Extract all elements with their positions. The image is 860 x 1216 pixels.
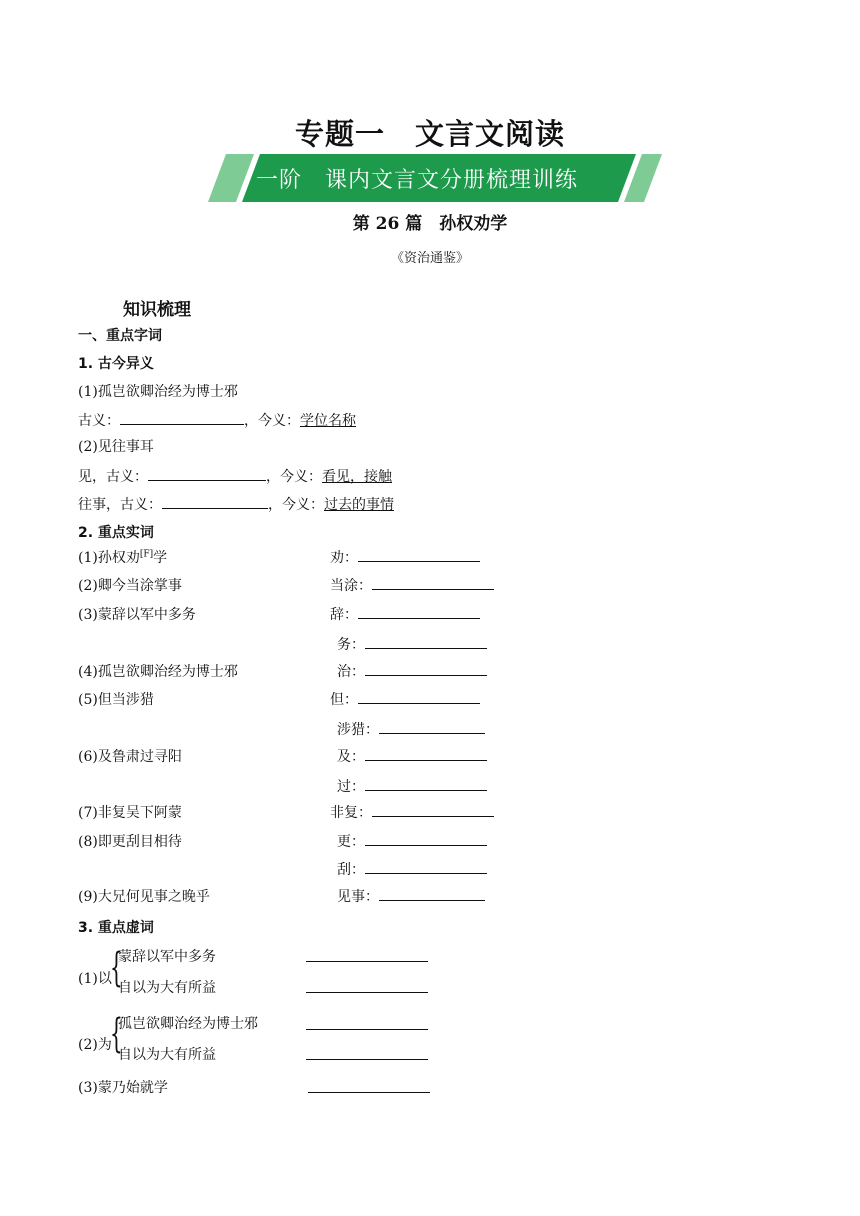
label-modern: ，今义： xyxy=(268,497,324,513)
answer-blank[interactable] xyxy=(120,410,244,425)
word-label: 及： xyxy=(337,749,365,765)
content-word-sentence xyxy=(78,575,182,595)
answer-blank[interactable] xyxy=(379,719,485,734)
banner-title: 一阶 课内文言文分册梳理训练 xyxy=(256,168,579,193)
part-heading: 一、重点字词 xyxy=(78,328,162,344)
answer-blank[interactable] xyxy=(379,886,485,901)
sentence-text: (1)孙权劝 xyxy=(78,550,140,566)
content-word-answer xyxy=(337,859,487,879)
article-title: 第 26 篇 孙权劝学 xyxy=(352,214,508,234)
content-word-answer xyxy=(337,719,485,739)
brace-icon: { xyxy=(110,945,123,991)
answer-blank[interactable] xyxy=(358,547,480,562)
word-label: 过： xyxy=(337,779,365,795)
sentence-text: 学 xyxy=(153,550,168,566)
section-title: 知识梳理 xyxy=(123,300,191,320)
content-word-answer xyxy=(337,661,487,681)
page-title: 专题一 文言文阅读 xyxy=(294,117,565,151)
answer-blank[interactable] xyxy=(372,575,494,590)
content-word-sentence xyxy=(78,547,167,567)
word-label: 刮： xyxy=(337,862,365,878)
annotation-mark: [F] xyxy=(139,549,154,560)
content-word-sentence xyxy=(78,802,182,822)
function-word-label: (2)为 xyxy=(78,1037,112,1053)
answer-blank[interactable] xyxy=(308,1091,430,1093)
answer-blank[interactable] xyxy=(365,859,487,874)
word-label: 治： xyxy=(337,664,365,680)
answer-blank[interactable] xyxy=(148,466,266,481)
content-word-answer xyxy=(337,776,487,796)
function-word-sentence: 自以为大有所益 xyxy=(118,980,216,996)
answer-blank[interactable] xyxy=(365,776,487,791)
function-word-sentence: 蒙辞以军中多务 xyxy=(118,949,216,965)
content-word-answer xyxy=(337,886,485,906)
answer-blank[interactable] xyxy=(306,1058,428,1060)
word-label: 务： xyxy=(337,637,365,653)
item-2-answer-line-2 xyxy=(78,494,394,514)
answer-blank[interactable] xyxy=(306,960,428,962)
function-word-sentence: 孤岂欲卿治经为博士邪 xyxy=(118,1016,258,1032)
content-word-answer xyxy=(337,831,487,851)
label-ancient: 见，古义： xyxy=(78,469,148,485)
answer-blank[interactable] xyxy=(365,634,487,649)
modern-meaning: 过去的事情 xyxy=(324,497,394,513)
sentence-text: (5)但当涉猎 xyxy=(78,692,154,708)
word-label: 见事： xyxy=(337,889,379,905)
sentence-text: (2)卿今当涂掌事 xyxy=(78,578,182,594)
sentence-text: (8)即更刮目相待 xyxy=(78,834,182,850)
label-modern: ，今义： xyxy=(244,413,300,429)
content-word-answer xyxy=(330,604,480,624)
word-label: 劝： xyxy=(330,550,358,566)
answer-blank[interactable] xyxy=(162,494,268,509)
content-word-answer xyxy=(330,689,480,709)
content-word-sentence xyxy=(78,831,182,851)
content-word-answer xyxy=(337,634,487,654)
modern-meaning: 看见，接触 xyxy=(322,469,392,485)
word-label: 辞： xyxy=(330,607,358,623)
modern-meaning: 学位名称 xyxy=(300,413,356,429)
item-2-sentence: (2)见往事耳 xyxy=(78,439,154,455)
content-word-answer xyxy=(337,746,487,766)
word-label: 更： xyxy=(337,834,365,850)
sentence-text: (3)蒙辞以军中多务 xyxy=(78,607,196,623)
content-word-sentence xyxy=(78,661,238,681)
sentence-text: (4)孤岂欲卿治经为博士邪 xyxy=(78,664,238,680)
label-modern: ，今义： xyxy=(266,469,322,485)
article-source: 《资治通鉴》 xyxy=(390,251,469,266)
answer-blank[interactable] xyxy=(306,991,428,993)
answer-blank[interactable] xyxy=(365,831,487,846)
item-1-answer-line xyxy=(78,410,356,430)
sentence-text: (9)大兄何见事之晚乎 xyxy=(78,889,210,905)
function-word-label: (1)以 xyxy=(78,971,112,987)
word-label: 非复： xyxy=(330,805,372,821)
answer-blank[interactable] xyxy=(358,689,480,704)
content-word-answer xyxy=(330,575,494,595)
sentence-text: (6)及鲁肃过寻阳 xyxy=(78,749,182,765)
sub-heading-function-words: 3. 重点虚词 xyxy=(78,920,154,936)
answer-blank[interactable] xyxy=(306,1028,428,1030)
function-word-sentence: 自以为大有所益 xyxy=(118,1047,216,1063)
answer-blank[interactable] xyxy=(365,746,487,761)
brace-icon: { xyxy=(110,1011,123,1057)
content-word-answer xyxy=(330,802,494,822)
content-word-sentence xyxy=(78,604,196,624)
word-label: 但： xyxy=(330,692,358,708)
word-label: 当涂： xyxy=(330,578,372,594)
content-word-sentence xyxy=(78,746,182,766)
function-word-sentence: (3)蒙乃始就学 xyxy=(78,1080,168,1096)
item-2-answer-line-1 xyxy=(78,466,392,486)
label-ancient: 古义： xyxy=(78,413,120,429)
content-word-answer xyxy=(330,547,480,567)
content-word-sentence xyxy=(78,689,154,709)
word-label: 涉猎： xyxy=(337,722,379,738)
sub-heading-content-words: 2. 重点实词 xyxy=(78,525,154,541)
content-word-sentence xyxy=(78,886,210,906)
answer-blank[interactable] xyxy=(365,661,487,676)
sub-heading-ancient-modern: 1. 古今异义 xyxy=(78,356,154,372)
item-1-sentence: (1)孤岂欲卿治经为博士邪 xyxy=(78,384,238,400)
sentence-text: (7)非复吴下阿蒙 xyxy=(78,805,182,821)
label-ancient: 往事，古义： xyxy=(78,497,162,513)
answer-blank[interactable] xyxy=(372,802,494,817)
answer-blank[interactable] xyxy=(358,604,480,619)
